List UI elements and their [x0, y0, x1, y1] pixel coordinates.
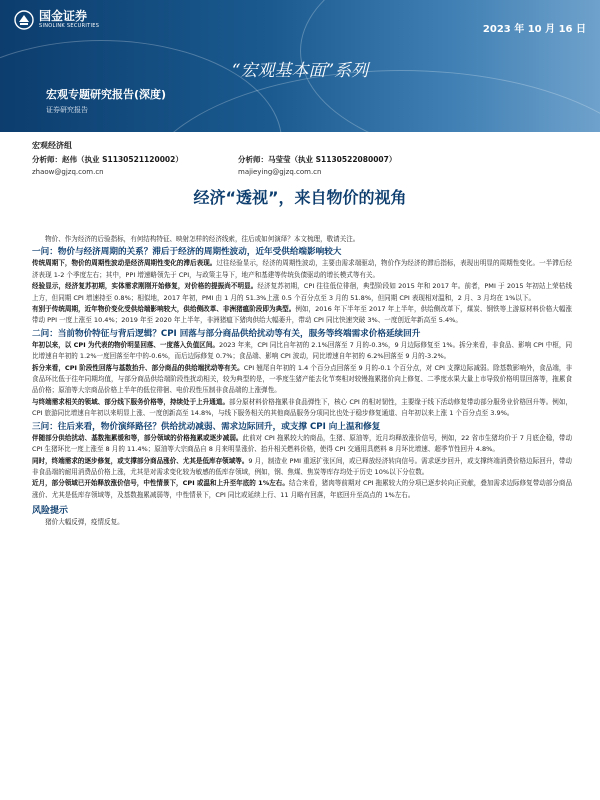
logo-mark-icon: [14, 10, 34, 30]
paragraph: [32, 433, 572, 456]
paragraph-lead: 近月，部分领域已开始释放涨价信号，中性情景下，CPI 或温和上升至年底的 1%左右。: [32, 479, 289, 488]
analyst-1-email[interactable]: zhaow@gjzq.com.cn: [32, 168, 104, 176]
analyst-1-label: 分析师：赵伟（执业 S1130521120002）: [32, 155, 183, 164]
section-heading-2: 二问：当前物价特征与背后逻辑？CPI 回落与部分商品供给扰动等有关，服务等终端需求价格延续回升: [32, 328, 421, 339]
paragraph-text: 经济复苏初期，CPI 往往低位徘徊，典型阶段如 2015 年和 2017 年。前者，PMI 于 2015 年初站上荣枯线上方，但同期 CPI 增速持至 0.8%；相似地，2017 年初，PMI 由 1 月的 51.3%上涨 0.5 个百分点至 3 月的 51.8%，但同期 CPI 表现相对温和，2 月、3 月均在 1%以下。: [32, 282, 572, 302]
paragraph-text: CPI 翘尾自年初的 1.4 个百分点回落至 9 月的-0.1 个百分点，对 CPI 支撑边际减弱。除基数影响外，食品端，非食品环比低于往年同期均值，与部分商品供给端阶段性扰动相关，较为典型的是，一季度生猪产能去化节奏相对较慢拖累猪价向上修复、二季度水果大量上市导致价格明显回落等，拖累食品价格；原油等大宗商品价格上半年的低位徘徊、电价段性压制非食品端的上涨弹性。: [32, 363, 572, 395]
paragraph-lead: 同时，终端需求的逐步修复，或支撑部分商品涨价、尤其是低库存领域等。: [32, 456, 249, 465]
analyst-2-email[interactable]: majieying@gjzq.com.cn: [238, 168, 322, 176]
paragraph: [32, 456, 572, 479]
analyst-2: [238, 154, 408, 176]
paragraph: [32, 363, 572, 397]
report-type: 宏观专题研究报告(深度): [46, 88, 167, 101]
paragraph: [32, 478, 572, 501]
risk-text: 猪价大幅反弹，疫情反复。: [45, 518, 124, 527]
risk-heading: 风险提示: [32, 506, 69, 517]
paragraph: [32, 304, 572, 327]
company-logo: [14, 10, 99, 30]
report-body: [32, 234, 572, 529]
report-subtitle: 证券研究报告: [46, 106, 88, 114]
report-date: 2023 年 10 月 16 日: [482, 24, 586, 35]
paragraph-lead: 拆分来看，CPI 阶段性回落与基数抬升、部分商品的供给端扰动等有关。: [32, 363, 244, 372]
section-heading-3: 三问：往后来看，物价演绎路径？供给扰动减弱、需求边际回升，或支撑 CPI 向上温和修复: [32, 421, 381, 432]
analyst-1: [32, 154, 202, 176]
paragraph-text: 2023 年来，CPI 同比自年初的 2.1%回落至 7 月的-0.3%，9 月边际修复至 1%。拆分来看，非食品、影响 CPI 中枢，同比增速自年初的 1.2%一度回落至年中的-0.6%，而后边际修复 0.7%；食品端、影响 CPI 波动，同比增速自年初的 6.2%回落至 9 月的-3.2%。: [32, 340, 572, 361]
series-title: “宏观基本面”系列: [231, 61, 369, 81]
logo-cn: 国金证券: [39, 9, 88, 23]
paragraph: [32, 397, 572, 420]
section-heading-1: 一问：物价与经济周期的关系？滞后于经济的周期性波动，近年受供给端影响较大: [32, 247, 342, 258]
paragraph-lead: 传统周期下，物价的周期性波动是经济周期性变化的滞后表现。: [32, 259, 217, 268]
paragraph: [32, 340, 572, 363]
paragraph-lead: 伴随部分供给扰动、基数拖累缓和等，部分领域的价格拖累或逐步减弱。: [32, 433, 243, 442]
analyst-2-label: 分析师：马莹莹（执业 S1130522080007）: [238, 155, 397, 164]
paragraph-text: 9 月，制造业 PMI 重返扩张区间，或已释放经济转向信号。需求逐步回升，或支撑终端消费价格边际回升，带动非食品端的耐用消费品价格上涨，尤其是对需求变化较为敏感的低库存领域，例如，钢、焦煤、焦炭等库存均处于历史 10%以下分位数。: [32, 456, 572, 476]
paragraph-text: 此前对 CPI 拖累较大的商品，生猪、原油等，近月均释放涨价信号，例如，22 省市生猪均价于 7 月底企稳，带动 CPI 生猪环比一度上涨至 8 月的 11.4%；原油等大宗商品自 8 月来明显涨价、抬升相关燃料价格，使得 CPI 交通用具燃料 8 月环比增速、超季节性回升 4.8%。: [32, 433, 572, 454]
paragraph-lead: 经验显示，经济复苏初期，实体需求刚刚开始修复，对价格的提振尚不明显。: [32, 282, 258, 291]
paragraph-lead: 年初以来，以 CPI 为代表的物价明显回落、一度落入负值区间。: [32, 340, 219, 349]
header-banner: [0, 0, 600, 132]
paragraph: [32, 281, 572, 304]
paragraph-lead: 有别于传统周期，近年物价变化受供给端影响较大，供给侧改革、非洲猪瘟阶段即为典型。: [32, 305, 296, 314]
paragraph-text: 结合来看，猪肉等前期对 CPI 拖累较大的分项已逐步转向正贡献，叠加需求边际修复带动部分商品涨价、尤其是低库存领域等，及基数拖累减弱等，中性情景下，CPI 同比或延续上行、11 月略有回落，年底回升至高点的 1%左右。: [32, 479, 572, 499]
logo-en: SINOLINK SECURITIES: [39, 23, 100, 29]
paragraph: [32, 258, 572, 281]
paragraph-text: 例如，2016 年下半年至 2017 年上半年，供给侧改革下，煤炭、钢铁等上游原材料价格大幅涨带动 PPI 一度上涨至 10.4%；2019 年至 2020 年上半年，非洲猪瘟下猪肉供给大幅萎升，带动 CPI 同比快速突破 3%、一度创近年新高至 5.4%。: [32, 305, 572, 325]
team-heading: 宏观经济组: [32, 141, 72, 150]
paragraph-text: 过往经验显示，经济的周期性波动，主要由需求端驱动，物价作为经济的滞后指标，表现出明显的周期性变化。一半滞后经济表现 1-2 个季度左右；其中，PPI 增速略领先于 CPI，与政策主导下，地产和基建等传统负债驱动的增长模式等有关。: [32, 259, 572, 279]
paragraph-lead: 与终端需求相关的领域、部分线下服务价格等，持续处于上升通道。: [32, 397, 230, 406]
analyst-info: [32, 140, 572, 176]
intro-paragraph: 物价、作为经济的后验指标，有何结构特征、映射怎样的经济线索，往后或如何演绎？本文梳理，敬请关注。: [45, 235, 360, 243]
document-title: 经济“透视”，来自物价的视角: [193, 188, 407, 207]
paragraph-text: 部分原材料价格拖累非食品弹性下，核心 CPI 的相对韧性，主要缘于线下活动修复带动部分服务业价格回升等。例如，CPI 旅游同比增速自年初以来明显上涨、一度创新高至 14.8%，与线下服务相关的其他商品服务分项同比也处于稳步修复通道、自年初以来上涨 1 个百分点至 3.9%。: [32, 397, 572, 418]
